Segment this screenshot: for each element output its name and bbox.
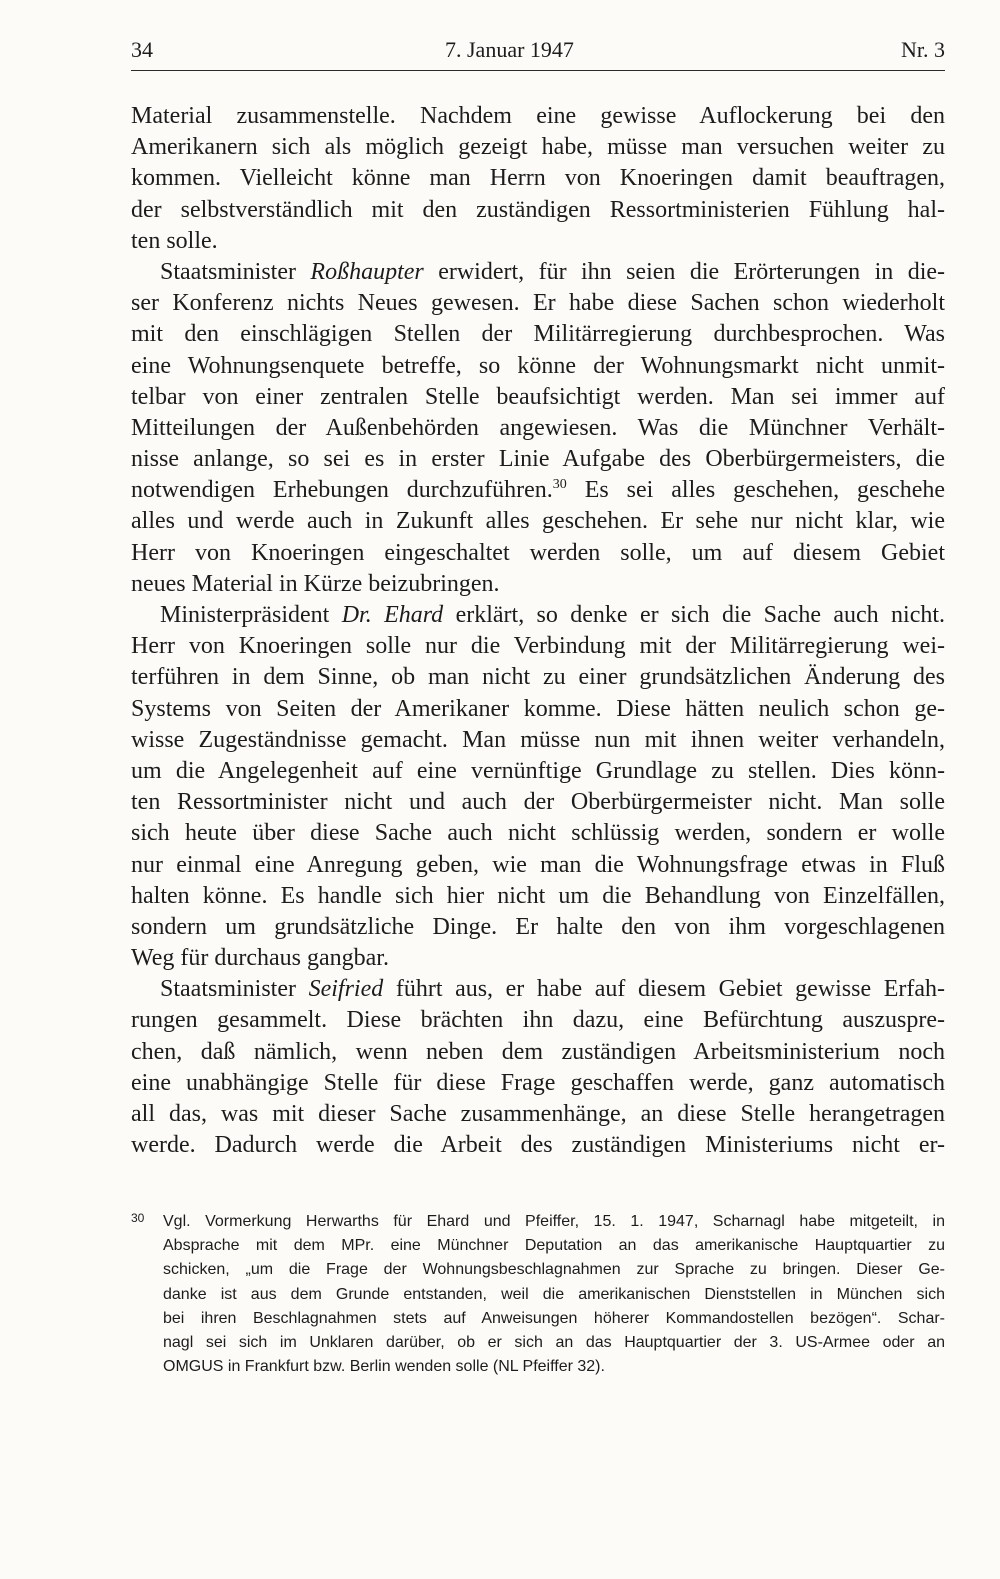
text-segment: führt aus, er habe auf diesem Gebiet gewisse Erfah- (395, 976, 946, 1003)
text-line: Systems von Seiten der Amerikaner komme. Diese hätten neulich schon ge- (131, 695, 945, 722)
text-line: eine Wohnungsenquete betreffe, so könne der Wohnungsmarkt nicht unmit- (131, 352, 945, 379)
text-line: halten könne. Es handle sich hier nicht um die Behandlung von Einzelfällen, (131, 882, 945, 909)
text-line: ser Konferenz nichts Neues gewesen. Er habe diese Sachen schon wiederholt (131, 290, 945, 317)
footnote (131, 1210, 945, 1379)
footnote-line: danke ist aus dem Grunde entstanden, weil die amerikanischen Dienststellen in München sich (163, 1285, 945, 1303)
text-line: werde. Dadurch werde die Arbeit des zuständigen Ministeriums nicht er- (131, 1132, 945, 1159)
footnote-line: Absprache mit dem MPr. eine Münchner Deputation an das amerikanische Hauptquartier zu (163, 1237, 945, 1255)
text-line: rungen gesammelt. Diese brächten ihn dazu, eine Befürchtung auszuspre- (131, 1007, 945, 1034)
text-line: alles und werde auch in Zukunft alles geschehen. Er sehe nur nicht klar, wie (131, 508, 945, 535)
text-line (131, 600, 945, 631)
footnote-number: 30 (131, 1211, 145, 1225)
paragraph (131, 600, 945, 974)
text-line: nisse anlange, so sei es in erster Linie Aufgabe des Oberbürgermeisters, die (131, 446, 945, 473)
page-number: 34 (131, 37, 153, 62)
footnote-reference: 30 (552, 477, 567, 493)
text-line: Material zusammenstelle. Nachdem eine gewisse Auflockerung bei den (131, 103, 945, 129)
text-line: Amerikanern sich als möglich gezeigt habe, müsse man versuchen weiter zu (131, 134, 945, 161)
text-line: Herr von Knoeringen eingeschaltet werden solle, um auf diesem Gebiet (131, 539, 945, 566)
text-line: all das, was mit dieser Sache zusammenhänge, an diese Stelle herangetragen (131, 1101, 945, 1127)
text-line (131, 974, 945, 1005)
text-segment: erklärt, so denke er sich die Sache auch nicht. (455, 602, 946, 628)
text-line: Herr von Knoeringen solle nur die Verbindung mit der Militärregierung wei- (131, 633, 945, 660)
text-line: eine unabhängige Stelle für diese Frage geschaffen werde, ganz automatisch (131, 1069, 945, 1096)
text-segment: notwendigen Erhebungen durchzuführen. (131, 477, 553, 504)
footnote-line: schicken, „um die Frage der Wohnungsbeschlagnahmen zur Sprache zu bringen. Dieser Ge- (163, 1261, 945, 1279)
text-line: sich heute über diese Sache auch nicht schlüssig werden, sondern er wolle (131, 820, 945, 847)
text-line: Weg für durchaus gangbar. (131, 945, 389, 972)
issue-number: Nr. 3 (901, 37, 945, 62)
speaker-name: Dr. Ehard (341, 602, 444, 628)
footnote-line: OMGUS in Frankfurt bzw. Berlin wenden solle (NL Pfeiffer 32). (163, 1358, 605, 1376)
text-line: mit den einschlägigen Stellen der Militärregierung durchbesprochen. Was (131, 321, 945, 348)
text-line: neues Material in Kürze beizubringen. (131, 570, 500, 597)
speaker-title: Staatsminister (160, 976, 296, 1003)
footnote-text (163, 1210, 945, 1379)
footnote-line: nagl sei sich im Unklaren darüber, ob er sich an das Hauptquartier der 3. US-Armee oder an (163, 1333, 945, 1351)
text-segment: erwidert, für ihn seien die Erörterungen in die- (438, 258, 946, 285)
text-line: der selbstverständlich mit den zuständigen Ressortministerien Fühlung hal- (131, 196, 945, 223)
speaker-title: Ministerpräsident (160, 602, 330, 628)
speaker-name: Roßhaupter (310, 258, 424, 285)
footnote-line: Vgl. Vormerkung Herwarths für Ehard und Pfeiffer, 15. 1. 1947, Scharnagl habe mitgeteilt, in (163, 1213, 945, 1230)
text-line: ten solle. (131, 227, 218, 254)
text-line: um die Angelegenheit auf eine vernünftige Grundlage zu stellen. Dies könn- (131, 757, 945, 784)
text-segment: Es sei alles geschehen, geschehe (584, 477, 946, 504)
paragraph (131, 974, 945, 1161)
text-line: Mitteilungen der Außenbehörden angewiesen. Was die Münchner Verhält- (131, 414, 945, 441)
paragraph (131, 101, 945, 257)
header-rule (131, 70, 945, 71)
footnote-line: bei ihren Beschlagnahmen stets auf Anweisungen höherer Kommandostellen bezögen“. Schar- (163, 1309, 945, 1327)
text-line: sondern um grundsätzliche Dinge. Er halte den von ihm vorgeschlagenen (131, 913, 945, 940)
body-text (131, 101, 945, 1161)
text-line: ten Ressortminister nicht und auch der Oberbürgermeister nicht. Man solle (131, 789, 945, 816)
paragraph (131, 257, 945, 600)
text-line (131, 257, 945, 288)
speaker-name: Seifried (308, 976, 384, 1003)
speaker-title: Staatsminister (160, 258, 296, 285)
text-line: chen, daß nämlich, wenn neben dem zuständigen Arbeitsministerium noch (131, 1038, 945, 1065)
text-line: nur einmal eine Anregung geben, wie man die Wohnungsfrage etwas in Fluß (131, 851, 945, 878)
running-head-date: 7. Januar 1947 (445, 37, 574, 62)
text-line: kommen. Vielleicht könne man Herrn von Knoeringen damit beauftragen, (131, 165, 945, 192)
text-line: wisse Zugeständnisse gemacht. Man müsse nun mit ihnen weiter verhandeln, (131, 726, 945, 753)
text-line (131, 475, 945, 506)
text-line: terführen in dem Sinne, ob man nicht zu einer grundsätzlichen Änderung des (131, 664, 945, 691)
text-line: telbar von einer zentralen Stelle beaufsichtigt werden. Man sei immer auf (131, 383, 945, 410)
